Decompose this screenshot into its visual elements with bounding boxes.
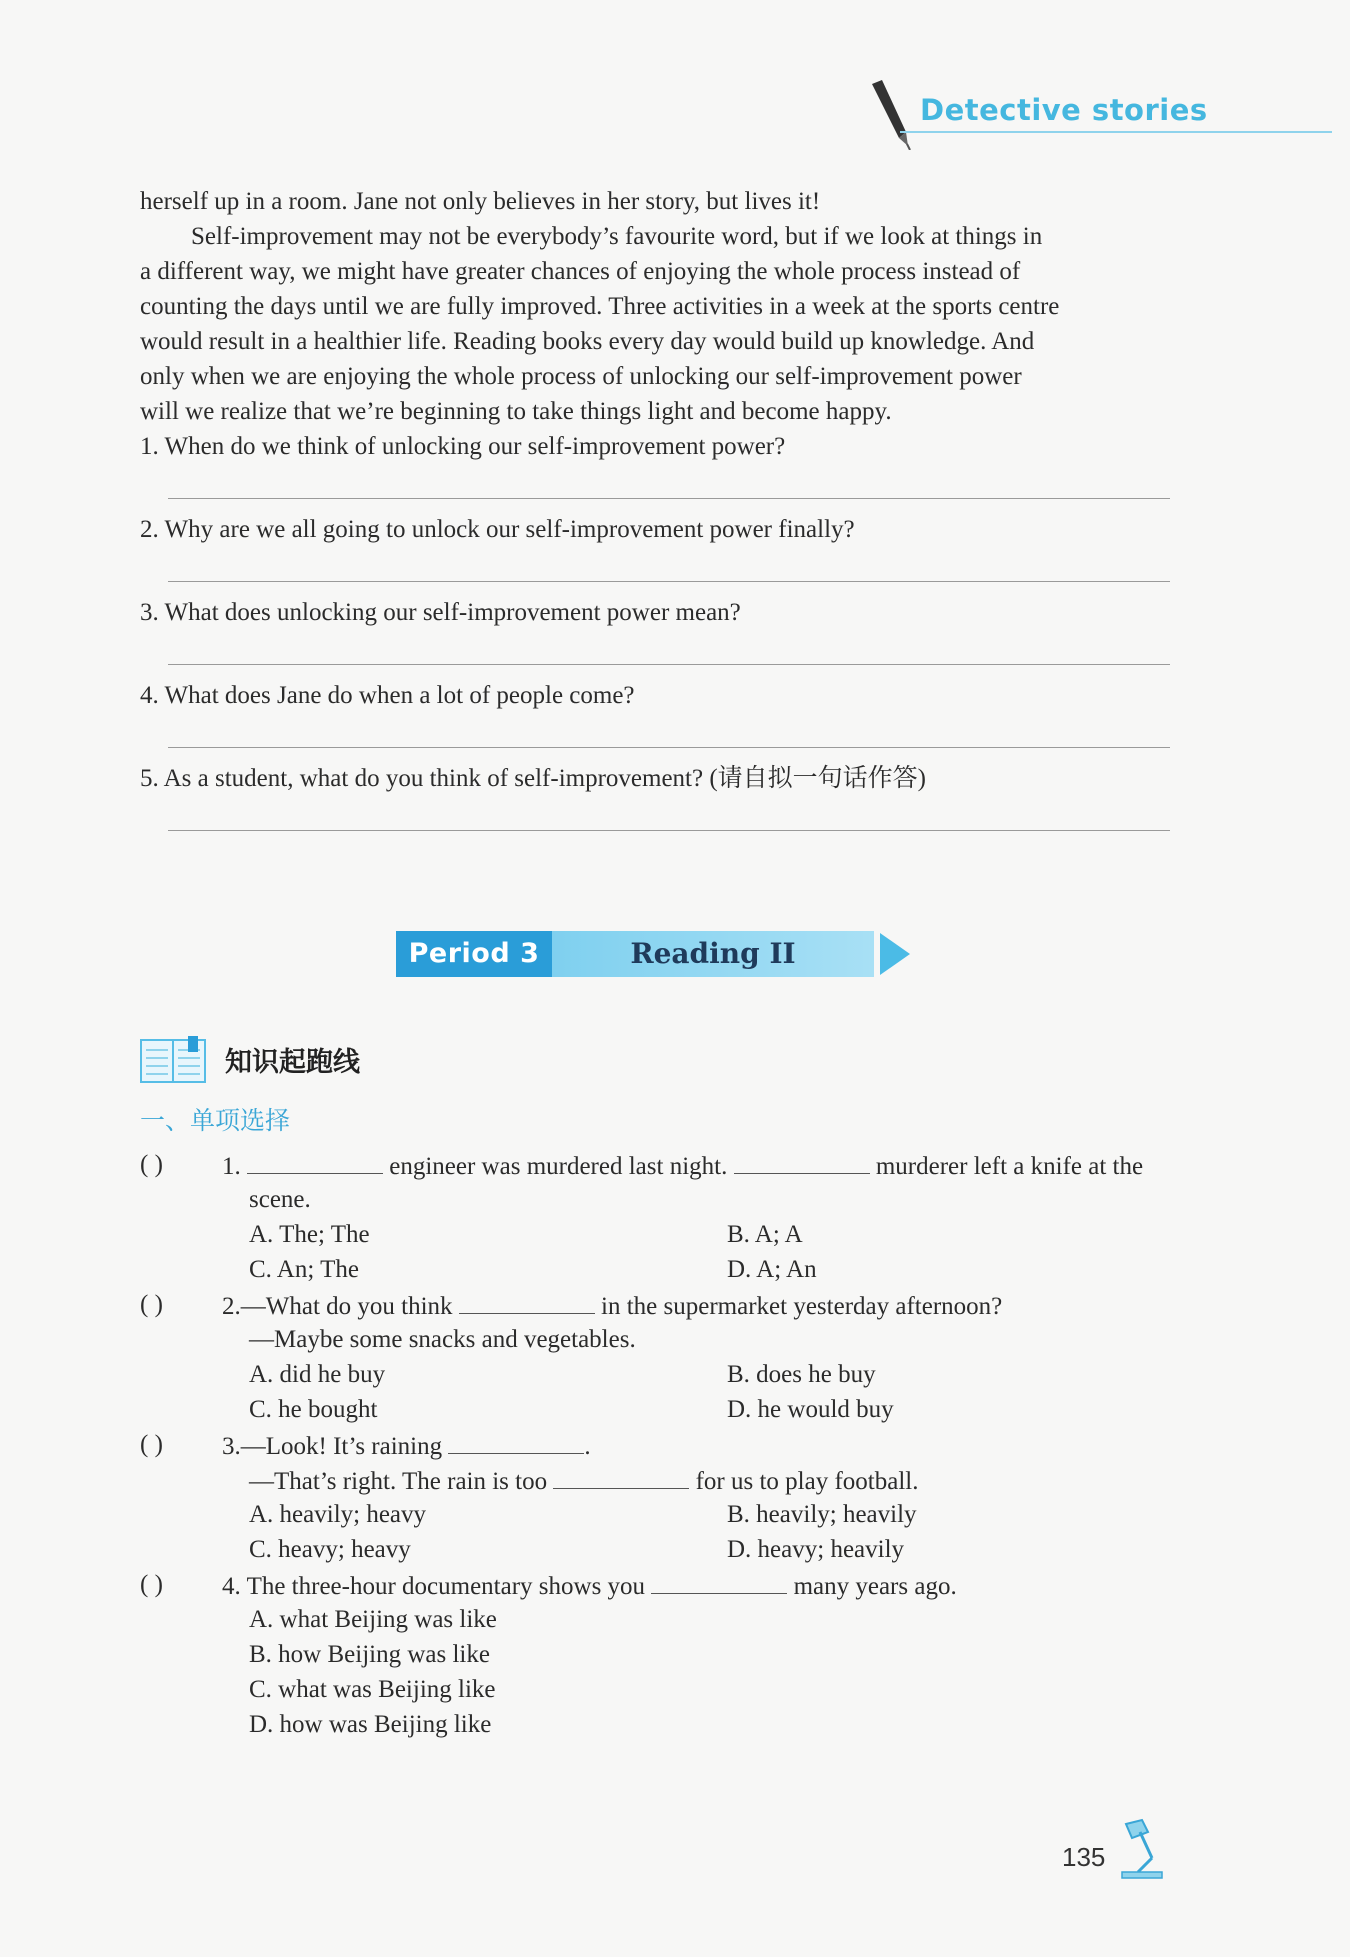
option-a: A. The; The [249,1221,370,1248]
answer-line-2[interactable] [168,581,1170,582]
answer-paren-2[interactable]: ( ) [140,1291,163,1318]
question-number: 4. [222,1573,241,1600]
period-label: Period 3 [396,931,552,977]
option-d: D. heavy; heavily [727,1536,905,1563]
answer-paren-3[interactable]: ( ) [140,1431,163,1458]
question-continuation: scene. [249,1186,311,1213]
question-text: —What do you think [240,1293,453,1320]
option-b: B. does he buy [727,1361,876,1388]
question-text: in the supermarket yesterday afternoon? [601,1293,1003,1320]
blank[interactable] [459,1287,595,1314]
book-icon [140,1036,206,1084]
page-number: 135 [1062,1842,1106,1872]
mc-question-4 [222,1567,957,1604]
question-5: 5. As a student, what do you think of self-improvement? (请自拟一句话作答) [140,765,926,792]
option-a: A. what Beijing was like [249,1606,497,1633]
question-text: —Look! It’s raining [240,1433,443,1460]
option-c: C. what was Beijing like [249,1676,496,1703]
option-b: B. heavily; heavily [727,1501,917,1528]
reply-text: —That’s right. The rain is too [249,1468,548,1495]
passage-line: a different way, we might have greater chances of enjoying the whole process instead of [140,258,1021,285]
question-1: 1. When do we think of unlocking our self-improvement power? [140,433,786,460]
answer-paren-1[interactable]: ( ) [140,1151,163,1178]
passage-line: Self-improvement may not be everybody’s favourite word, but if we look at things in [191,223,1043,250]
answer-line-3[interactable] [168,664,1170,665]
option-d: D. he would buy [727,1396,894,1423]
question-2: 2. Why are we all going to unlock our self-improvement power finally? [140,516,855,543]
reply-text [249,1462,919,1499]
blank[interactable] [448,1427,584,1454]
answer-paren-4[interactable]: ( ) [140,1571,163,1598]
blank[interactable] [651,1567,787,1594]
option-c: C. heavy; heavy [249,1536,411,1563]
passage-line: counting the days until we are fully improved. Three activities in a week at the sports centre [140,293,1060,320]
option-d: D. A; An [727,1256,817,1283]
pen-icon [866,80,912,150]
reply-text: for us to play football. [695,1468,919,1495]
question-4: 4. What does Jane do when a lot of people come? [140,682,635,709]
passage-line: would result in a healthier life. Reading books every day would build up knowledge. And [140,328,1035,355]
blank[interactable] [247,1147,383,1174]
question-text: many years ago. [793,1573,957,1600]
mc-question-3 [222,1427,591,1464]
option-c: C. An; The [249,1256,359,1283]
question-text: engineer was murdered last night. [389,1153,728,1180]
section-title: 知识起跑线 [225,1047,360,1078]
question-text: The three-hour documentary shows you [246,1573,646,1600]
question-number: 3. [222,1433,241,1460]
period-banner [396,931,916,977]
question-text: . [584,1433,591,1460]
arrow-right-icon [880,933,910,975]
desk-lamp-icon [1112,1818,1174,1880]
subsection-title: 一、单项选择 [140,1106,291,1135]
question-number: 2. [222,1293,241,1320]
blank[interactable] [734,1147,870,1174]
question-number: 1. [222,1153,241,1180]
passage-line: herself up in a room. Jane not only believes in her story, but lives it! [140,188,821,215]
chapter-title: Detective stories [920,93,1208,127]
option-d: D. how was Beijing like [249,1711,492,1738]
option-c: C. he bought [249,1396,378,1423]
header-rule [900,131,1332,133]
answer-line-5[interactable] [168,830,1170,831]
reply-text: —Maybe some snacks and vegetables. [249,1326,636,1353]
mc-question-2 [222,1287,1002,1324]
passage-line: will we realize that we’re beginning to take things light and become happy. [140,398,892,425]
option-a: A. did he buy [249,1361,386,1388]
option-b: B. how Beijing was like [249,1641,490,1668]
question-3: 3. What does unlocking our self-improvement power mean? [140,599,741,626]
mc-question-1 [222,1147,1143,1184]
passage-line: only when we are enjoying the whole process of unlocking our self-improvement power [140,363,1022,390]
question-text: murderer left a knife at the [875,1153,1144,1180]
answer-line-4[interactable] [168,747,1170,748]
blank[interactable] [553,1462,689,1489]
answer-line-1[interactable] [168,498,1170,499]
period-title: Reading II [552,931,874,977]
option-a: A. heavily; heavy [249,1501,427,1528]
option-b: B. A; A [727,1221,803,1248]
